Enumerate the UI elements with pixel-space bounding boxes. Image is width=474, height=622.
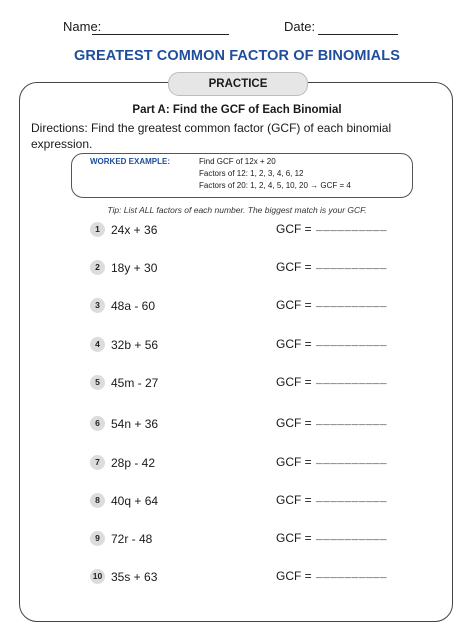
problem-row (0, 375, 474, 393)
gcf-label: GCF = (276, 337, 312, 351)
problem-row (0, 493, 474, 511)
part-title: Part A: Find the GCF of Each Binomial (132, 104, 342, 116)
gcf-label: GCF = (276, 260, 312, 274)
problem-row (0, 531, 474, 549)
header-row (0, 19, 474, 39)
gcf-answer-blank[interactable]: __________ (316, 337, 388, 349)
gcf-answer-blank[interactable]: __________ (316, 455, 388, 467)
gcf-label: GCF = (276, 298, 312, 312)
problem-row (0, 298, 474, 316)
gcf-label: GCF = (276, 569, 312, 583)
problem-number: 8 (90, 493, 105, 508)
practice-badge: PRACTICE (168, 72, 308, 96)
example-line: Factors of 12: 1, 2, 3, 4, 6, 12 (199, 169, 304, 178)
example-line: Find GCF of 12x + 20 (199, 157, 276, 166)
problem-expression: 32b + 56 (111, 338, 159, 352)
gcf-answer-blank[interactable]: __________ (316, 375, 388, 387)
name-label: Name: (63, 19, 102, 34)
gcf-answer-blank[interactable]: __________ (316, 531, 388, 543)
problem-number: 6 (90, 416, 105, 431)
problem-number: 9 (90, 531, 105, 546)
problem-expression: 18y + 30 (111, 261, 158, 275)
gcf-answer-blank[interactable]: __________ (316, 222, 388, 234)
tip-text: Tip: List ALL factors of each number. The biggest match is your GCF. (107, 205, 367, 215)
problem-row (0, 222, 474, 240)
problem-expression: 72r - 48 (111, 532, 153, 546)
worked-example-label: WORKED EXAMPLE: (90, 157, 170, 166)
problem-row (0, 455, 474, 473)
gcf-label: GCF = (276, 416, 312, 430)
gcf-label: GCF = (276, 493, 312, 507)
example-line: Factors of 20: 1, 2, 4, 5, 10, 20 → GCF = 4 (199, 181, 351, 190)
problem-number: 2 (90, 260, 105, 275)
worksheet-title: GREATEST COMMON FACTOR OF BINOMIALS (74, 48, 400, 64)
worked-example-box (71, 153, 413, 198)
date-field[interactable] (318, 34, 398, 35)
problem-number: 4 (90, 337, 105, 352)
name-field[interactable] (92, 34, 229, 35)
gcf-answer-blank[interactable]: __________ (316, 260, 388, 272)
problem-expression: 54n + 36 (111, 417, 159, 431)
gcf-label: GCF = (276, 222, 312, 236)
gcf-label: GCF = (276, 455, 312, 469)
gcf-label: GCF = (276, 531, 312, 545)
problem-expression: 35s + 63 (111, 570, 158, 584)
gcf-label: GCF = (276, 375, 312, 389)
problem-row (0, 416, 474, 434)
problem-number: 3 (90, 298, 105, 313)
problem-number: 7 (90, 455, 105, 470)
problem-expression: 48a - 60 (111, 299, 156, 313)
problem-number: 1 (90, 222, 105, 237)
problem-number: 10 (90, 569, 105, 584)
problem-expression: 28p - 42 (111, 456, 156, 470)
directions-text: Directions: Find the greatest common factor (GCF) of each binomial expression. (31, 121, 392, 151)
problem-expression: 45m - 27 (111, 376, 159, 390)
problem-row (0, 260, 474, 278)
date-label: Date: (284, 19, 316, 34)
gcf-answer-blank[interactable]: __________ (316, 569, 388, 581)
gcf-answer-blank[interactable]: __________ (316, 298, 388, 310)
problem-row (0, 569, 474, 587)
problem-number: 5 (90, 375, 105, 390)
gcf-answer-blank[interactable]: __________ (316, 416, 388, 428)
problem-row (0, 337, 474, 355)
problem-expression: 24x + 36 (111, 223, 158, 237)
problem-expression: 40q + 64 (111, 494, 159, 508)
gcf-answer-blank[interactable]: __________ (316, 493, 388, 505)
